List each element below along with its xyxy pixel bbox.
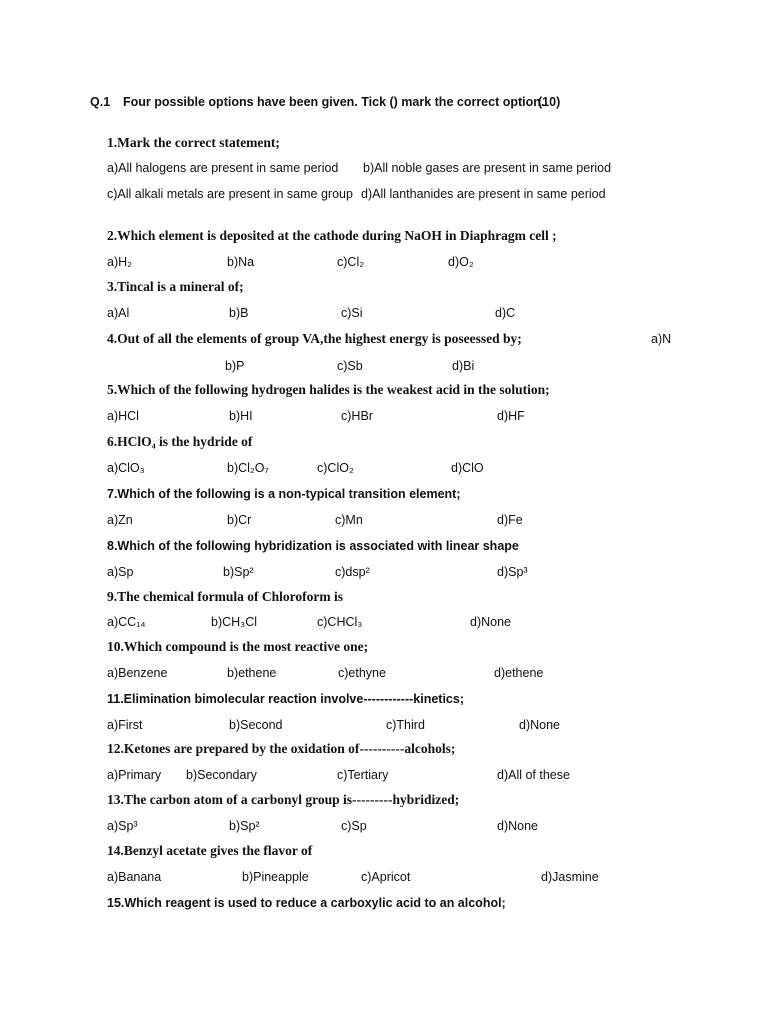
- option-c[interactable]: c)Tertiary: [337, 768, 389, 782]
- option-b[interactable]: b)ethene: [227, 666, 277, 680]
- option-c[interactable]: c)Third: [386, 718, 425, 732]
- option-c[interactable]: c)Si: [341, 306, 363, 320]
- question-text: 4.Out of all the elements of group VA,the highest energy is poseessed by;: [107, 331, 522, 346]
- option-c[interactable]: c)dsp²: [335, 565, 370, 579]
- option-a[interactable]: a)All halogens are present in same period: [107, 161, 339, 175]
- option-c[interactable]: c)Apricot: [361, 870, 411, 884]
- option-b[interactable]: b)Secondary: [186, 768, 257, 782]
- option-a[interactable]: a)Sp³: [107, 819, 138, 833]
- option-c[interactable]: c)ClO₂: [317, 461, 354, 475]
- option-b[interactable]: b)Sp²: [223, 565, 254, 579]
- option-d[interactable]: d)None: [470, 615, 511, 629]
- option-c[interactable]: c)HBr: [341, 409, 373, 423]
- question-text: 1.Mark the correct statement;: [107, 135, 280, 150]
- option-b[interactable]: b)All noble gases are present in same period: [363, 161, 612, 175]
- option-a[interactable]: a)HCl: [107, 409, 139, 423]
- option-c[interactable]: c)All alkali metals are present in same group: [107, 187, 353, 201]
- option-d[interactable]: d)O₂: [448, 255, 474, 269]
- question-text: 10.Which compound is the most reactive one;: [107, 639, 369, 654]
- option-a[interactable]: a)H₂: [107, 255, 132, 269]
- option-d[interactable]: d)Bi: [452, 359, 475, 373]
- option-a[interactable]: a)Benzene: [107, 666, 168, 680]
- question-text: 6.HClO₄ is the hydride of: [107, 434, 253, 449]
- option-c[interactable]: c)ethyne: [338, 666, 386, 680]
- option-d[interactable]: d)ClO: [451, 461, 484, 475]
- option-b[interactable]: b)HI: [229, 409, 253, 423]
- option-d[interactable]: d)None: [519, 718, 560, 732]
- option-b[interactable]: b)Pineapple: [242, 870, 309, 884]
- question-text: 14.Benzyl acetate gives the flavor of: [107, 843, 313, 858]
- option-a[interactable]: a)Sp: [107, 565, 134, 579]
- option-d[interactable]: d)HF: [497, 409, 525, 423]
- option-c[interactable]: c)CHCl₃: [317, 615, 363, 629]
- question-text: 7.Which of the following is a non-typical transition element;: [107, 487, 461, 501]
- question-number: Q.1: [90, 95, 111, 109]
- option-c[interactable]: c)Sb: [337, 359, 363, 373]
- question-text: 15.Which reagent is used to reduce a carboxylic acid to an alcohol;: [107, 896, 506, 910]
- option-a[interactable]: a)Primary: [107, 768, 162, 782]
- question-text: 8.Which of the following hybridization is associated with linear shape: [107, 539, 519, 553]
- option-a[interactable]: a)Zn: [107, 513, 133, 527]
- option-b[interactable]: b)Cl₂O₇: [227, 461, 269, 475]
- option-a[interactable]: a)Al: [107, 306, 130, 320]
- option-a[interactable]: a)ClO₃: [107, 461, 145, 475]
- option-c[interactable]: c)Sp: [341, 819, 367, 833]
- option-d[interactable]: d)All lanthanides are present in same period: [361, 187, 606, 201]
- question-text: 3.Tincal is a mineral of;: [107, 279, 244, 294]
- question-text: 9.The chemical formula of Chloroform is: [107, 589, 343, 604]
- option-a[interactable]: a)N: [651, 332, 672, 346]
- option-d[interactable]: d)All of these: [497, 768, 570, 782]
- option-d[interactable]: d)Sp³: [497, 565, 528, 579]
- option-d[interactable]: d)Fe: [497, 513, 523, 527]
- instructions: Four possible options have been given. Tick () mark the correct option.: [123, 95, 545, 109]
- question-text: 11.Elimination bimolecular reaction involve------------kinetics;: [107, 692, 464, 706]
- option-a[interactable]: a)CC₁₄: [107, 615, 146, 629]
- option-b[interactable]: b)P: [225, 359, 245, 373]
- option-b[interactable]: b)Na: [227, 255, 255, 269]
- question-text: 2.Which element is deposited at the cathode during NaOH in Diaphragm cell ;: [107, 228, 557, 243]
- option-d[interactable]: d)None: [497, 819, 538, 833]
- option-b[interactable]: b)CH₃Cl: [211, 615, 258, 629]
- option-c[interactable]: c)Cl₂: [337, 255, 365, 269]
- option-b[interactable]: b)Second: [229, 718, 283, 732]
- question-text: 13.The carbon atom of a carbonyl group is---------hybridized;: [107, 792, 460, 807]
- option-b[interactable]: b)Sp²: [229, 819, 260, 833]
- marks-label: (10): [538, 95, 561, 109]
- option-c[interactable]: c)Mn: [335, 513, 363, 527]
- option-a[interactable]: a)Banana: [107, 870, 162, 884]
- question-text: 5.Which of the following hydrogen halides is the weakest acid in the solution;: [107, 382, 550, 397]
- option-d[interactable]: d)C: [495, 306, 516, 320]
- option-b[interactable]: b)B: [229, 306, 249, 320]
- option-d[interactable]: d)Jasmine: [541, 870, 599, 884]
- option-b[interactable]: b)Cr: [227, 513, 252, 527]
- question-text: 12.Ketones are prepared by the oxidation of----------alcohols;: [107, 741, 456, 756]
- option-d[interactable]: d)ethene: [494, 666, 544, 680]
- option-a[interactable]: a)First: [107, 718, 143, 732]
